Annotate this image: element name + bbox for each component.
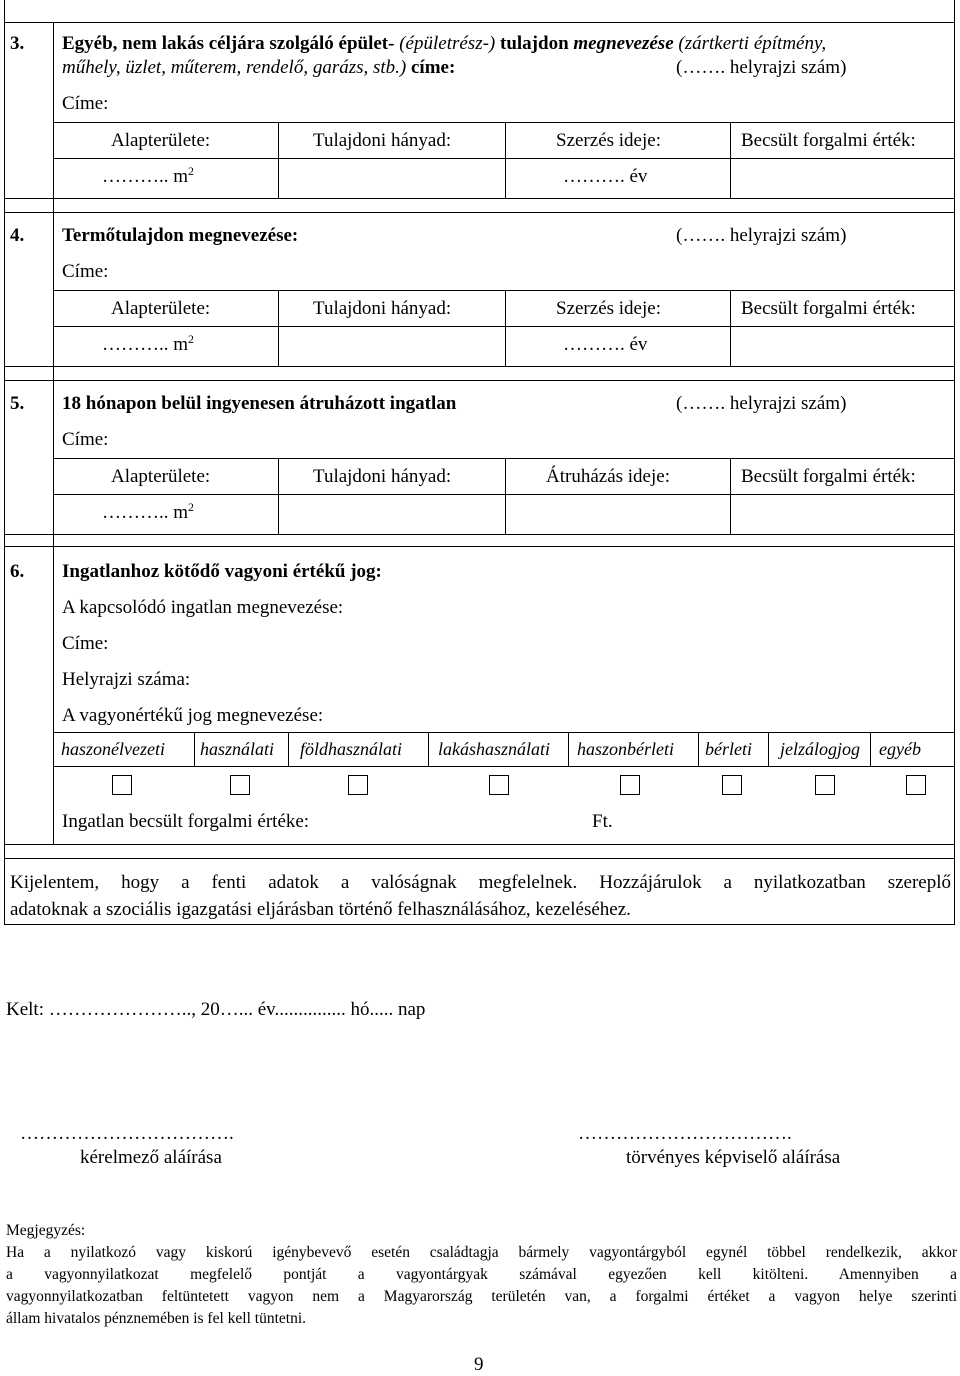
section-title-part: tulajdon (500, 33, 569, 54)
col-header-share: Tulajdoni hányad: (313, 130, 452, 151)
section-number: 4. (10, 225, 25, 246)
section-number: 6. (10, 561, 25, 582)
estimated-value-label: Ingatlan becsült forgalmi értéke: (62, 811, 310, 832)
area-field[interactable]: ……….. $m^2$ (102, 500, 195, 523)
notes-line: Ha a nyilatkozó vagy kiskorú igénybevevő esetén családtagja bármely vagyontárgyból egynél többel rendelkezik, akkor (6, 1244, 957, 1261)
parcel-number-label: Helyrajzi száma: (62, 669, 191, 690)
signature-label-applicant: kérelmező aláírása (80, 1147, 222, 1168)
col-header-area: Alapterülete: (111, 130, 211, 151)
checkbox-rent[interactable] (722, 775, 742, 795)
right-label-other: egyéb (879, 739, 921, 759)
hrsz-field[interactable]: (……. helyrajzi szám) (676, 225, 847, 246)
checkbox-usufruct[interactable] (112, 775, 132, 795)
section-number: 5. (10, 393, 25, 414)
col-header-value: Becsült forgalmi érték: (741, 298, 916, 319)
area-field[interactable]: ……….. $m^2$ (102, 332, 195, 355)
notes-line: a vagyonnyilatkozat megfelelő pontját a vagyontárgyak számával egyezően kell kitölteni. Amennyiben a (6, 1266, 957, 1283)
right-label-land-use: földhasználati (300, 739, 403, 759)
checkbox-mortgage[interactable] (815, 775, 835, 795)
right-name-label: A vagyonértékű jog megnevezése: (62, 705, 324, 726)
notes-line: állam hivatalos pénznemében is fel kell tüntetni. (6, 1310, 307, 1327)
date-line[interactable]: Kelt: ………………….., 20…... év............... hó..... nap (6, 999, 426, 1020)
section-title-part: címe: (411, 57, 456, 78)
section-title-part: (zártkerti építmény, (678, 33, 827, 54)
notes-line: vagyonnyilatkozatban feltüntetett vagyon nem a Magyarország területén van, a forgalmi értéket a vagyon helye szerinti (6, 1288, 957, 1305)
right-label-use: használati (200, 739, 275, 759)
checkbox-use[interactable] (230, 775, 250, 795)
section-title: Termőtulajdon megnevezése: (62, 225, 299, 246)
section-title-part: (épületrész-) (399, 33, 496, 54)
hrsz-field[interactable]: (……. helyrajzi szám) (676, 57, 847, 78)
area-field[interactable]: ……….. $m^2$ (102, 164, 195, 187)
section-title: 18 hónapon belül ingyenesen átruházott ingatlan (62, 393, 457, 414)
declaration-line: Kijelentem, hogy a fenti adatok a valóságnak megfelelnek. Hozzájárulok a nyilatkozatban szereplő (10, 872, 951, 893)
col-header-transfer-date: Átruházás ideje: (546, 466, 670, 487)
declaration-line: adatoknak a szociális igazgatási eljárásban történő felhasználásához, kezeléséhez. (10, 899, 631, 920)
col-header-value: Becsült forgalmi érték: (741, 130, 916, 151)
signature-line-representative[interactable]: ……………………………. (578, 1123, 792, 1144)
right-label-rent: bérleti (705, 739, 752, 759)
page-number: 9 (474, 1354, 484, 1375)
address-label: Címe: (62, 93, 109, 114)
hrsz-field[interactable]: (……. helyrajzi szám) (676, 393, 847, 414)
currency-label: Ft. (592, 811, 613, 832)
col-header-date: Szerzés ideje: (556, 298, 661, 319)
col-header-area: Alapterülete: (111, 466, 211, 487)
checkbox-land-use[interactable] (348, 775, 368, 795)
section-number: 3. (10, 33, 25, 54)
checkbox-housing-use[interactable] (489, 775, 509, 795)
col-header-share: Tulajdoni hányad: (313, 298, 452, 319)
notes-title: Megjegyzés: (6, 1222, 86, 1239)
signature-line-applicant[interactable]: ……………………………. (20, 1123, 234, 1144)
col-header-value: Becsült forgalmi érték: (741, 466, 916, 487)
year-field[interactable]: ………. év (563, 334, 648, 355)
address-label: Címe: (62, 429, 109, 450)
checkbox-lease[interactable] (620, 775, 640, 795)
signature-label-representative: törvényes képviselő aláírása (626, 1147, 841, 1168)
right-label-usufruct: haszonélvezeti (61, 739, 165, 759)
right-label-mortgage: jelzálogjog (780, 739, 860, 759)
section-title-part: megnevezése (573, 33, 674, 54)
right-label-housing-use: lakáshasználati (438, 739, 551, 759)
section-title: Ingatlanhoz kötődő vagyoni értékű jog: (62, 561, 382, 582)
address-label: Címe: (62, 633, 109, 654)
address-label: Címe: (62, 261, 109, 282)
col-header-share: Tulajdoni hányad: (313, 466, 452, 487)
year-field[interactable]: ………. év (563, 166, 648, 187)
checkbox-other[interactable] (906, 775, 926, 795)
col-header-date: Szerzés ideje: (556, 130, 661, 151)
section-title-part: műhely, üzlet, műterem, rendelő, garázs, stb.) (62, 57, 407, 78)
related-property-label: A kapcsolódó ingatlan megnevezése: (62, 597, 344, 618)
col-header-area: Alapterülete: (111, 298, 211, 319)
section-title-part: Egyéb, nem lakás céljára szolgáló épület- (62, 33, 395, 54)
right-label-lease: haszonbérleti (577, 739, 674, 759)
